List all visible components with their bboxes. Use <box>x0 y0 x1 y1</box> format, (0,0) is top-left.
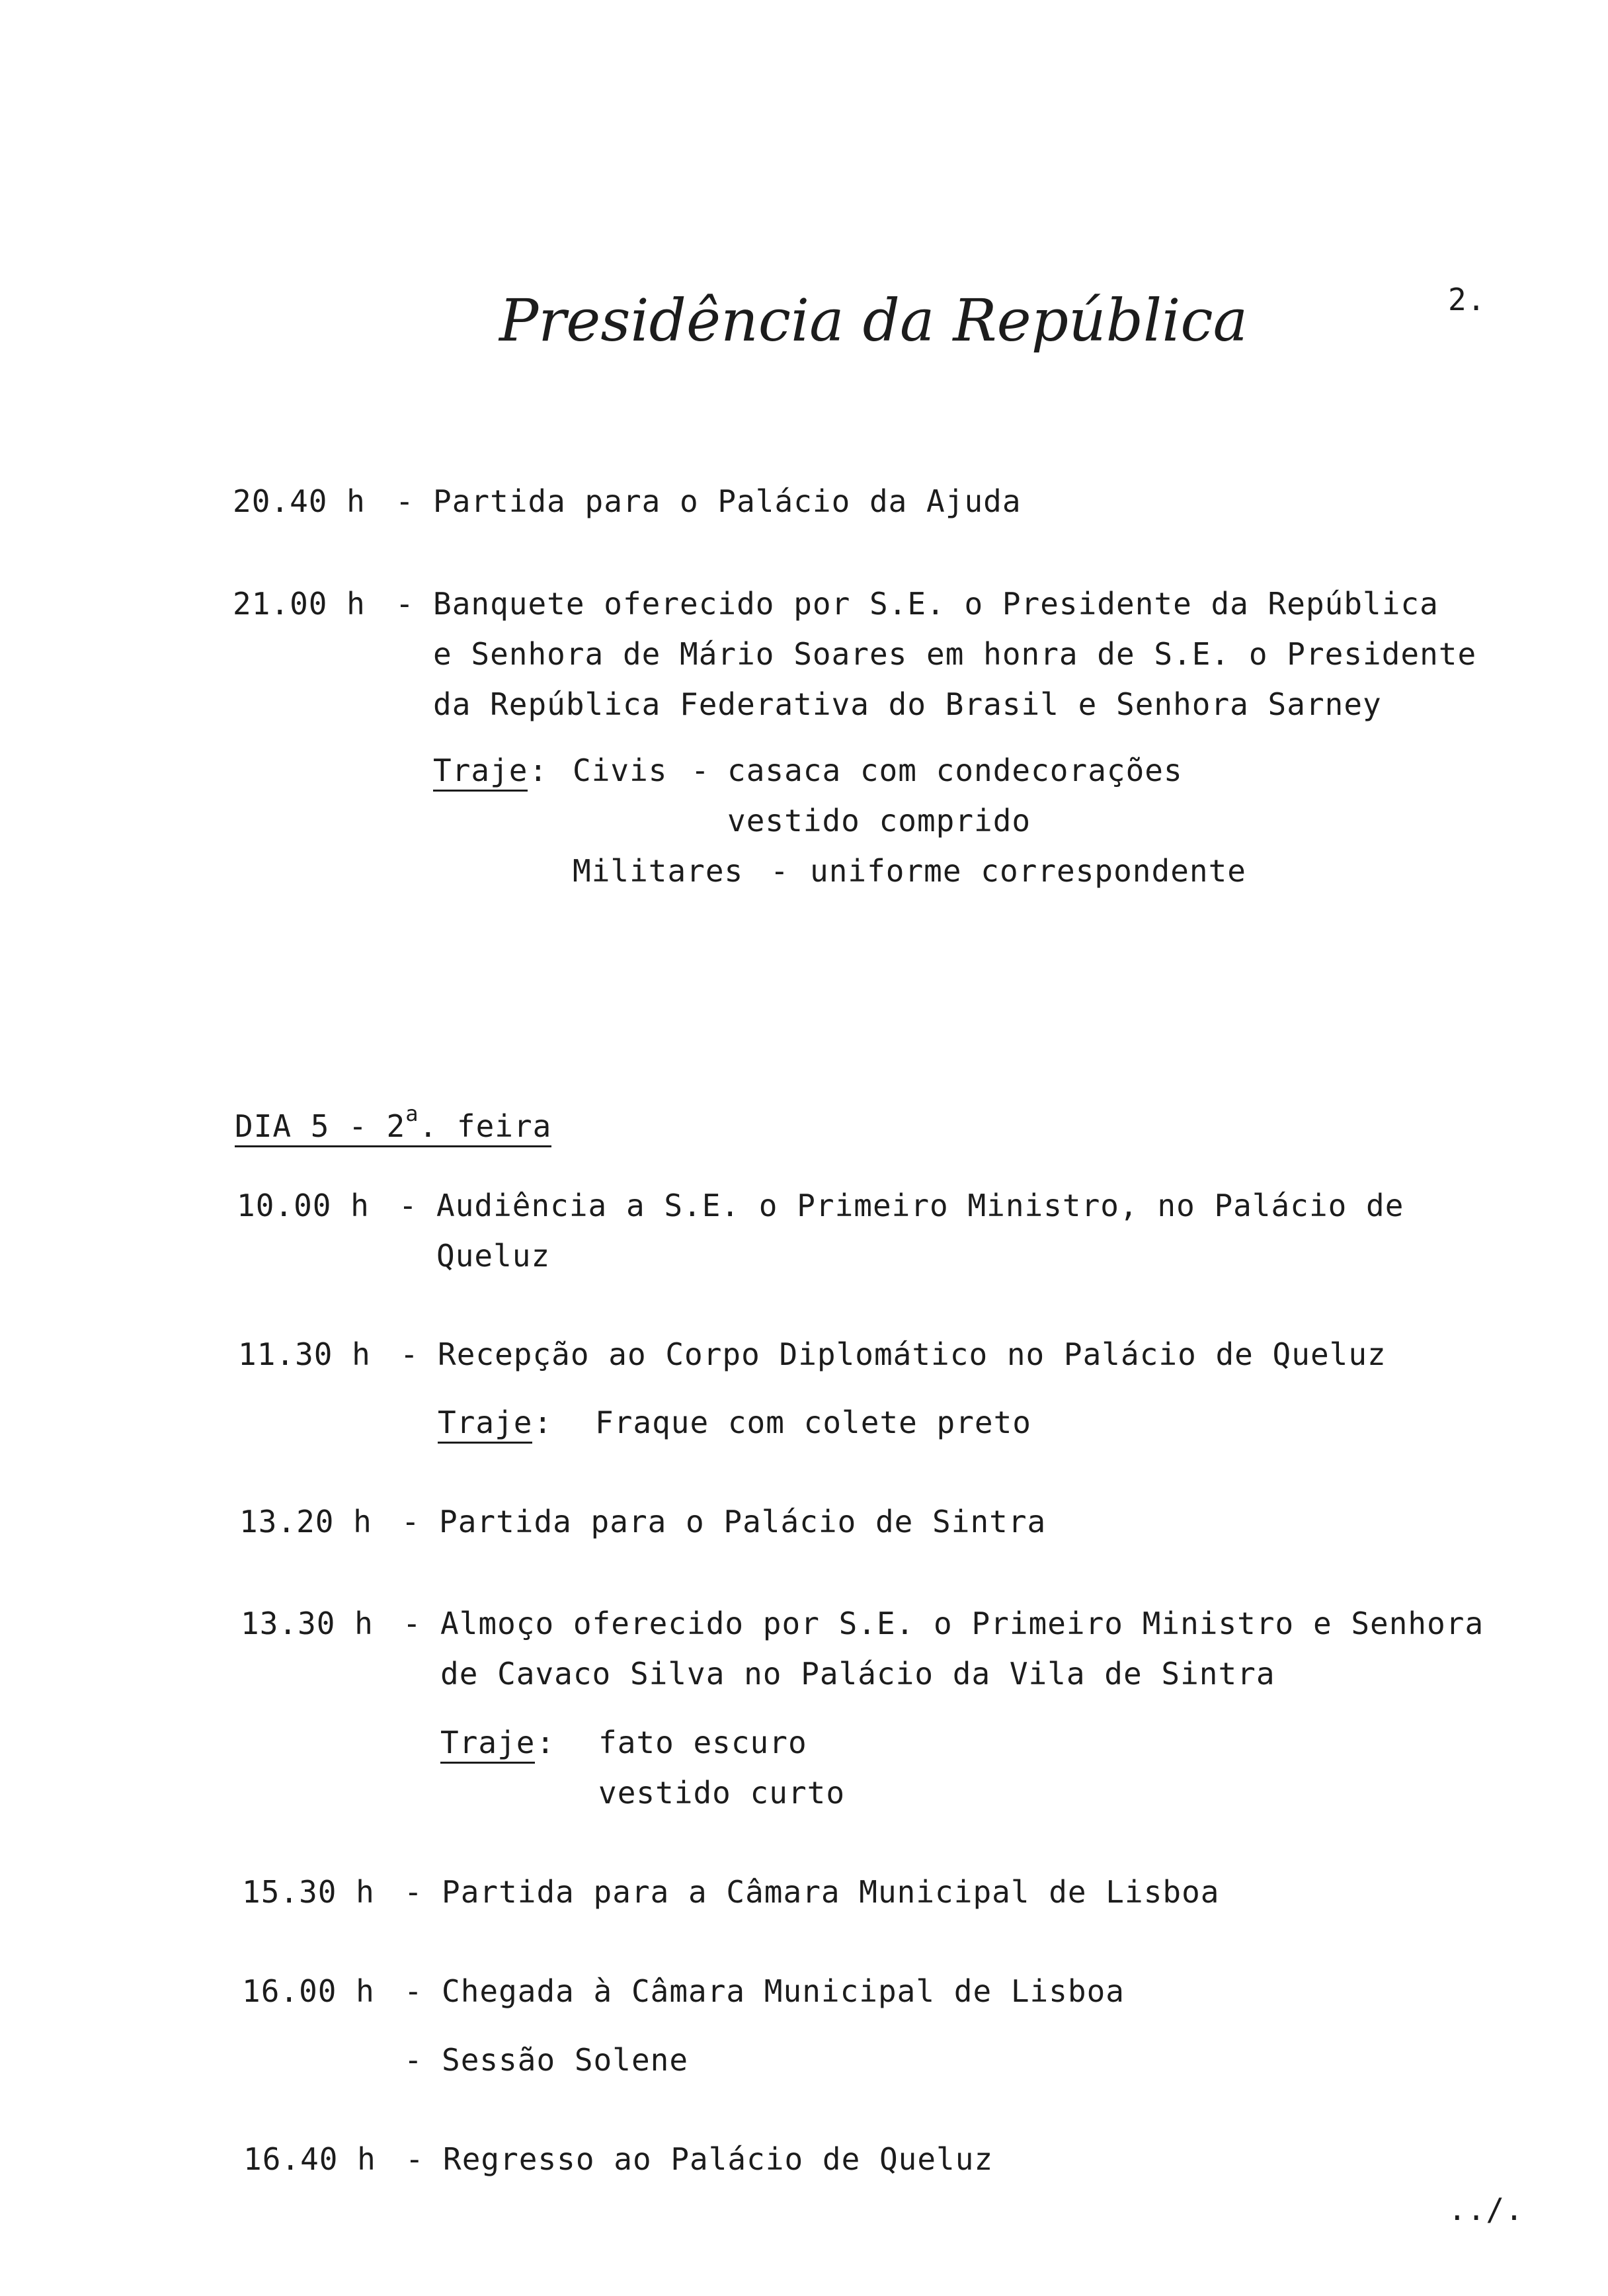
entry-dash: - <box>404 1874 423 1910</box>
entry-dash: - <box>395 483 415 519</box>
page-number: 2. <box>1448 282 1486 317</box>
entry-dash: - <box>399 1188 418 1223</box>
civis-dash: - <box>691 753 710 788</box>
entry-dash: - <box>401 1504 421 1539</box>
time-1530: 15.30 h <box>242 1874 375 1910</box>
traje-label: Traje <box>440 1727 535 1764</box>
entry-1330-line1: Almoço oferecido por S.E. o Primeiro Ministro e Senhora <box>440 1606 1484 1641</box>
day-heading-label: DIA 5 - 2 <box>235 1108 406 1144</box>
time-1600: 16.00 h <box>242 1973 375 2009</box>
civis-dress-1: casaca com condecorações <box>727 753 1183 788</box>
time-1320: 13.20 h <box>239 1504 372 1539</box>
entry-dash: - <box>404 1973 423 2009</box>
traje-colon: : <box>534 1405 553 1440</box>
time-1330: 13.30 h <box>241 1606 374 1641</box>
time-2040: 20.40 h <box>233 483 366 519</box>
letterhead-script-logo <box>493 278 1248 367</box>
entry-1000-line2: Queluz <box>436 1238 551 1274</box>
entry-1530-line1: Partida para a Câmara Municipal de Lisboa <box>442 1874 1220 1910</box>
svg-text:Presidência da República: Presidência da República <box>499 286 1248 354</box>
traje-1130-dress: Fraque com colete preto <box>595 1405 1031 1440</box>
time-1000: 10.00 h <box>237 1188 370 1223</box>
civis-dress-2: vestido comprido <box>727 803 1031 839</box>
day-heading <box>235 1103 551 1147</box>
entry-2100-line3: da República Federativa do Brasil e Senhora Sarney <box>433 686 1382 722</box>
entry-1330-line2: de Cavaco Silva no Palácio da Vila de Sintra <box>440 1656 1275 1692</box>
day-heading-suffix: . feira <box>419 1108 552 1144</box>
militares-label: Militares <box>573 853 744 889</box>
traje-colon: : <box>536 1725 555 1760</box>
traje-1330-dress-1: fato escuro <box>598 1725 807 1760</box>
traje-label: Traje <box>433 755 528 792</box>
entry-1600-line2: Sessão Solene <box>442 2042 689 2078</box>
entry-dash: - <box>404 2042 423 2078</box>
entry-dash: - <box>403 1606 422 1641</box>
entry-2040-text: Partida para o Palácio da Ajuda <box>433 483 1022 519</box>
entry-1000-line1: Audiência a S.E. o Primeiro Ministro, no Palácio de <box>436 1188 1404 1223</box>
traje-1330-dress-2: vestido curto <box>598 1775 846 1811</box>
entry-1320-line1: Partida para o Palácio de Sintra <box>439 1504 1047 1539</box>
entry-1600-line1: Chegada à Câmara Municipal de Lisboa <box>442 1973 1125 2009</box>
traje-colon: : <box>529 753 548 788</box>
entry-dash: - <box>400 1336 419 1372</box>
time-2100: 21.00 h <box>233 586 366 622</box>
entry-1640-line1: Regresso ao Palácio de Queluz <box>443 2141 994 2177</box>
entry-2100-line2: e Senhora de Mário Soares em honra de S.E. o Presidente <box>433 636 1477 672</box>
traje-label: Traje <box>438 1407 532 1444</box>
militares-dash: - <box>770 853 789 889</box>
entry-dash: - <box>395 586 415 622</box>
entry-1130-line1: Recepção ao Corpo Diplomático no Palácio de Queluz <box>438 1336 1387 1372</box>
militares-dress: uniforme correspondente <box>810 853 1246 889</box>
entry-dash: - <box>405 2141 424 2177</box>
time-1640: 16.40 h <box>243 2141 376 2177</box>
civis-label: Civis <box>573 753 668 788</box>
continuation-mark: ../. <box>1448 2192 1524 2227</box>
time-1130: 11.30 h <box>238 1336 371 1372</box>
entry-2100-line1: Banquete oferecido por S.E. o Presidente da República <box>433 586 1439 622</box>
day-heading-ordinal: a <box>405 1101 419 1126</box>
